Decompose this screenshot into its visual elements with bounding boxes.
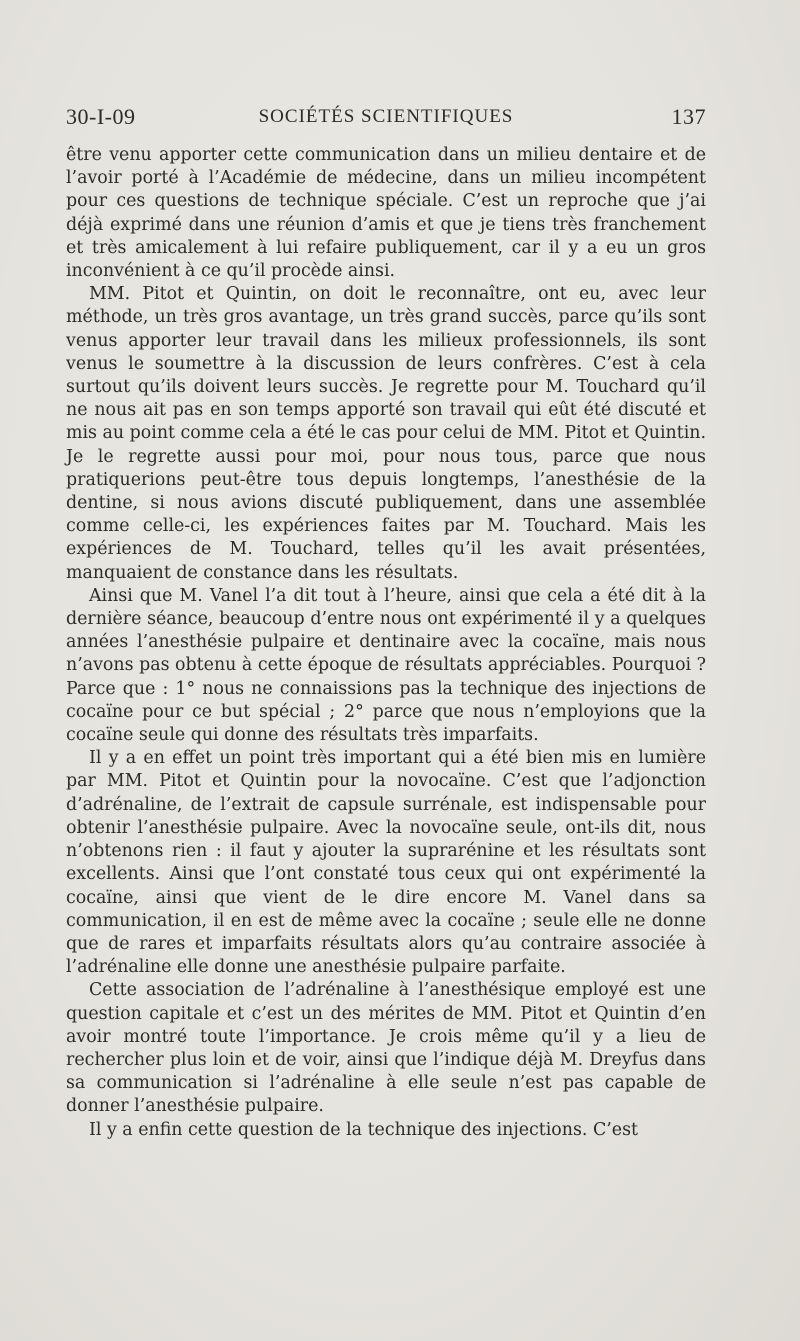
body-text (66, 144, 706, 1142)
paragraph-5: Cette association de l’adrénaline à l’anesthésique employé est une question capitale et c’est un des mérites de MM. Pitot et Quintin d’en avoir montré toute l’importance. Je crois même qu’il y a lieu de rechercher plus loin et de voir, ainsi que l’indique déjà M. Dreyfus dans sa communication si l’adrénaline à elle seule n’est pas capable de donner l’anesthésie pulpaire. (66, 980, 706, 1117)
header-date: 30-I-09 (66, 104, 136, 129)
paragraph-6: Il y a enfin cette question de la technique des injections. C’est (89, 1119, 639, 1140)
header-section-title: SOCIÉTÉS SCIENTIFIQUES (258, 106, 514, 127)
paragraph-4: Il y a en effet un point très important qui a été bien mis en lumière par MM. Pitot et Quintin pour la novocaïne. C’est que l’adjonction d’adrénaline, de l’extrait de capsule surrénale, est indispensable pour obtenir l’anesthésie pulpaire. Avec la novocaïne seule, ont-ils dit, nous n’obtenons rien : il faut y ajouter la suprarénine et les résultats sont excellents. Ainsi que l’ont constaté tous ceux qui ont expérimenté la cocaïne, ainsi que vient de le dire encore M. Vanel dans sa communication, il en est de même avec la cocaïne ; seule elle ne donne que de rares et imparfaits résultats alors qu’au contraire associée à l’adrénaline elle donne une anesthésie pulpaire parfaite. (66, 748, 706, 978)
paragraph-1: être venu apporter cette communication dans un milieu dentaire et de l’avoir porté à l’Académie de médecine, dans un milieu incompétent pour ces questions de technique spéciale. C’est un reproche que j’ai déjà exprimé dans une réunion d’amis et que je tiens très franchement et très amicalement à lui refaire publiquement, car il y a eu un gros inconvénient à ce qu’il procède ainsi. (66, 145, 706, 282)
running-header (66, 104, 706, 134)
paragraph-3: Ainsi que M. Vanel l’a dit tout à l’heure, ainsi que cela a été dit à la dernière séance, beaucoup d’entre nous ont expérimenté il y a quelques années l’anesthésie pulpaire et dentinaire avec la cocaïne, mais nous n’avons pas obtenu à cette époque de résultats appréciables. Pourquoi ? Parce que : 1° nous ne connaissions pas la technique des injections de cocaïne pour ce but spécial ; 2° parce que nous n’employions que la cocaïne seule qui donne des résultats très imparfaits. (66, 585, 706, 746)
paragraph-2: MM. Pitot et Quintin, on doit le reconnaître, ont eu, avec leur méthode, un très gros avantage, un très grand succès, parce qu’ils sont venus apporter leur travail dans les milieux professionnels, ils sont venus le soumettre à la discussion de leurs confrères. C’est à cela surtout qu’ils doivent leurs succès. Je regrette pour M. Touchard qu’il ne nous ait pas en son temps apporté son travail qui eût été discuté et mis au point comme cela a été le cas pour celui de MM. Pitot et Quintin. Je le regrette aussi pour moi, pour nous tous, parce que nous pratiquerions peut-être tous depuis longtemps, l’anesthésie de la dentine, si nous avions discuté publiquement, dans une assemblée comme celle-ci, les expériences faites par M. Touchard. Mais les expériences de M. Touchard, telles qu’il les avait présentées, manquaient de constance dans les résultats. (66, 284, 706, 583)
page-number: 137 (671, 104, 706, 129)
